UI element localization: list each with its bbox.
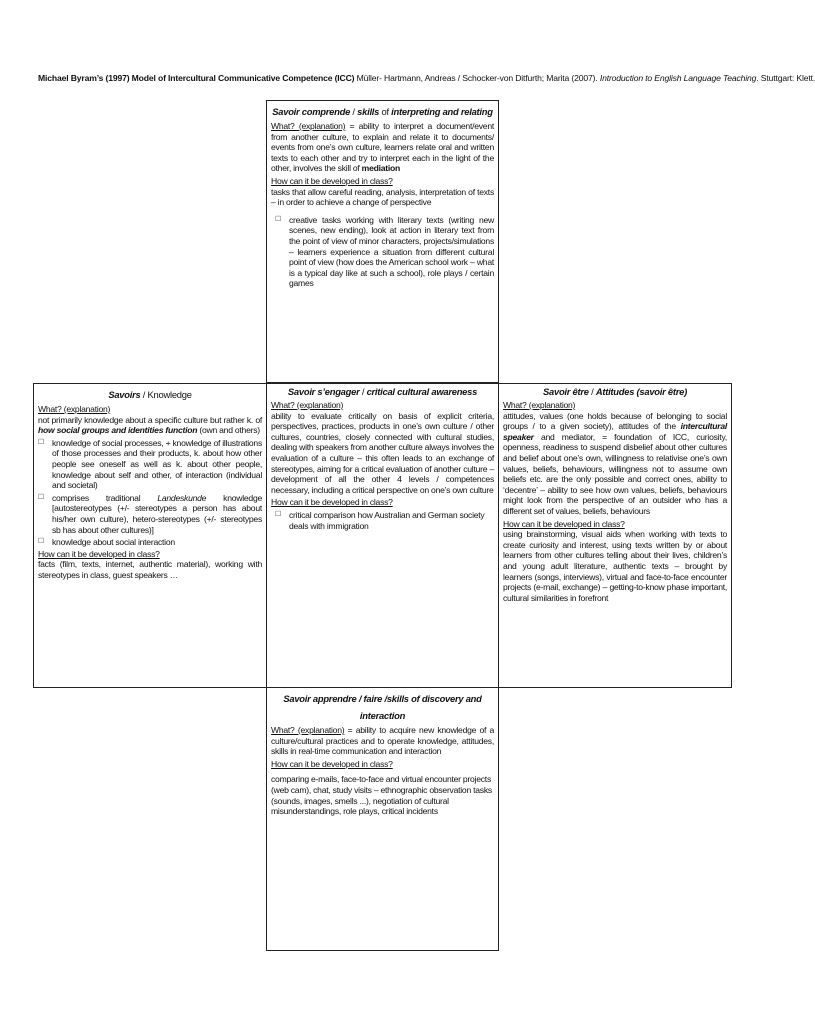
cell-title: Savoirs / Knowledge bbox=[108, 389, 192, 400]
how-label: How can it be developed in class? bbox=[271, 497, 393, 508]
list-item: ☐ knowledge of social processes, + knowledge of illustrations of those processes and their products, k. about how other people see oneself as well as k. about other people, knowledge about self and other, of interaction (individual and societal) bbox=[38, 437, 263, 491]
how-label: How can it be developed in class? bbox=[503, 518, 625, 529]
list-item: ☐ creative tasks working with literary texts (writing new scenes, new ending), look at action in literary text from the point of view of minor characters, projects/simulations – learners experience a situation from different cultural point of view (how does the American school work – what is a typical day like at such a school), role plays / certain games bbox=[275, 214, 494, 289]
bullet-square-icon: ☐ bbox=[38, 438, 45, 446]
cell-title: Savoir s’engager / critical cultural awareness bbox=[287, 386, 478, 397]
bullet-square-icon: ☐ bbox=[275, 215, 282, 223]
how-text: facts (film, texts, internet, authentic material), working with stereotypes in class, guest speakers … bbox=[38, 559, 262, 580]
list-item: ☐ comprises traditional Landeskunde knowledge [autostereotypes (+/- stereotypes a person has about his/her own culture), hetero-stereotypes (+/- stereotypes sb has about other cultures)] bbox=[38, 492, 262, 535]
what-text: ability to evaluate critically on basis of explicit criteria, perspectives, practices, products in one’s own culture / other cultures, countries, closely connected with cultural studies, dealing with speakers from another culture always involves the evaluation of a culture – this often leads to an exchange of stereotypes, aiming for a critical evaluation of another culture – development of all the other 4 levels / competences necessary, including a critical perspective on one’s own culture bbox=[271, 410, 494, 495]
bullet-square-icon: ☐ bbox=[275, 510, 282, 518]
cell-savoir-etre bbox=[498, 383, 732, 688]
how-label: How can it be developed in class? bbox=[271, 175, 393, 186]
list-item: ☐ knowledge about social interaction bbox=[38, 537, 175, 548]
bullet-square-icon: ☐ bbox=[38, 493, 45, 501]
cell-savoir-sengager bbox=[266, 383, 499, 688]
what-label: What? (explanation) bbox=[271, 400, 344, 410]
how-label: How can it be developed in class? bbox=[38, 548, 160, 559]
what-text: attitudes, values (one holds because of belonging to social groups / to a given society), attitudes of the intercultural speaker and mediator, = foundation of ICC, curiosity, openness, readiness to suspend disbelief about other cultures and belief about one’s own, willingness to relativise one’s own values, beliefs, behaviours, willingness not to assume own beliefs etc. are the only possible and correct ones, ability to ‘decentre’ – ability to see how own values, beliefs, behaviours might look from the perspective of an outsider who has a different set of values, beliefs, behaviours bbox=[503, 410, 727, 516]
header-title: Michael Byram’s (1997) Model of Intercultural Communicative Competence (ICC) bbox=[38, 73, 355, 83]
what-label: What? (explanation) bbox=[271, 725, 345, 735]
document-header bbox=[38, 73, 815, 84]
how-text: using brainstorming, visual aids when working with texts to create curiosity and interest, using texts written by or about learners from other cultures telling about their lives, children’s and young adult literature, authentic texts – brought by learners (songs, interviews), virtual and face-to-face encounter projects (e-mail, exchange) – getting-to-know phase important, cultural similarities in forefront bbox=[503, 529, 727, 603]
what-label: What? (explanation) bbox=[503, 400, 576, 410]
what-text: not primarily knowledge about a specific culture but rather k. of how social groups and identities function (own and others) bbox=[38, 414, 262, 436]
header-publisher: . Stuttgart: Klett. bbox=[756, 73, 815, 83]
what-section: What? (explanation) = ability to interpret a document/event from another culture, to explain and relate it to documents/ events from one’s own culture, learners relate oral and written texts to each other and try to interpret each in the light of the other, involves the skill of mediation bbox=[271, 121, 494, 174]
how-text: tasks that allow careful reading, analysis, interpretation of texts – in order to achieve a change of perspective bbox=[271, 186, 494, 208]
bullet-square-icon: ☐ bbox=[38, 538, 45, 546]
how-text: comparing e-mails, face-to-face and virtual encounter projects (web cam), chat, study visits – ethnographic observation tasks (sounds, images, smells ...), negotiation of cultural misunderstandings, role plays, critical incidents bbox=[271, 774, 492, 817]
cell-savoirs-knowledge bbox=[33, 383, 267, 688]
header-authors: Müller- Hartmann, Andreas / Schocker-von Ditfurth; Marita (2007). bbox=[354, 73, 600, 83]
what-label: What? (explanation) bbox=[38, 404, 111, 414]
list-item: ☐ critical comparison how Australian and German society deals with immigration bbox=[275, 509, 485, 531]
what-section: What? (explanation) = ability to acquire new knowledge of a culture/cultural practices and to operate knowledge, attitudes, skills in real-time communication and interaction bbox=[271, 725, 495, 757]
cell-savoir-comprende bbox=[266, 100, 499, 383]
how-label: How can it be developed in class? bbox=[271, 758, 393, 769]
cell-savoir-apprendre bbox=[266, 687, 499, 951]
header-book-title: Introduction to English Language Teaching bbox=[599, 73, 757, 83]
what-label: What? (explanation) bbox=[271, 121, 346, 131]
cell-title: Savoir être / Attitudes (savoir être) bbox=[543, 386, 687, 397]
cell-title: Savoir apprendre / faire /skills of discovery and interaction bbox=[283, 693, 482, 721]
cell-title: Savoir comprende / skills of interpreting and relating bbox=[272, 106, 493, 117]
